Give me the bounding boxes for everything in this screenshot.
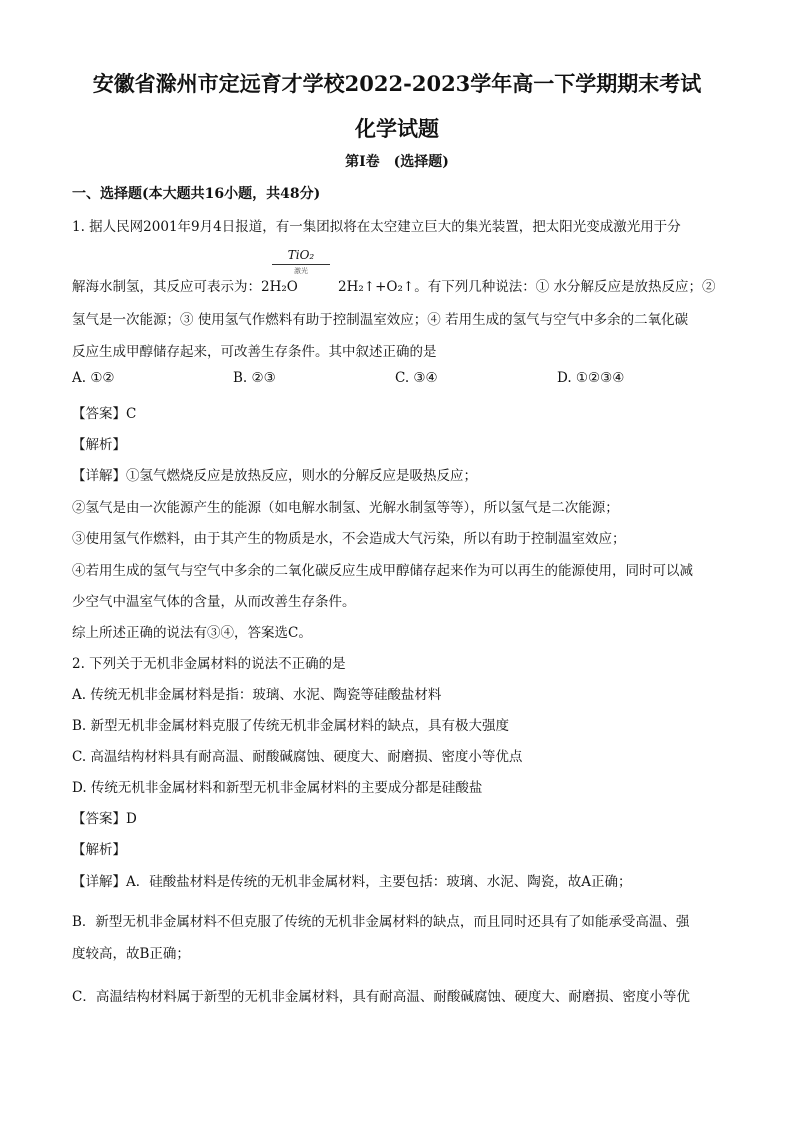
q2-detail-1: 【详解】A．硅酸盐材料是传统的无机非金属材料，主要包括：玻璃、水泥、陶瓷，故A正确； (72, 874, 632, 890)
q1-option-b: B. ②③ (233, 370, 276, 386)
q1-detail-3: ③使用氢气作燃料，由于其产生的物质是水，不会造成大气污染，所以有助于控制温室效应； (72, 531, 626, 547)
q2-analysis-label: 【解析】 (72, 842, 126, 858)
q1-option-a: A. ①② (72, 370, 115, 386)
q1-detail-5: 少空气中温室气体的含量，从而改善生存条件。 (72, 594, 356, 610)
q1-option-c: C. ③④ (395, 370, 438, 386)
q2-stem: 2. 下列关于无机非金属材料的说法不正确的是 (72, 656, 346, 672)
q1-option-d: D. ①②③④ (557, 370, 625, 386)
q2-detail-4: C．高温结构材料属于新型的无机非金属材料，具有耐高温、耐酸碱腐蚀、硬度大、耐磨损、密度小等优 (72, 989, 690, 1005)
q1-stem-line1: 1. 据人民网2001年9月4日报道，有一集团拟将在太空建立巨大的集光装置，把太阳光变成激光用于分 (72, 219, 681, 235)
volume-label: 第Ⅰ卷 (选择题) (345, 154, 449, 170)
q2-detail-3: 度较高，故B正确； (72, 946, 190, 962)
q1-analysis-label: 【解析】 (72, 437, 126, 453)
q1-stem-line2b: 2H₂↑+O₂↑。有下列几种说法：① 水分解反应是放热反应；② (338, 279, 716, 295)
reaction-arrow (272, 264, 330, 265)
catalyst-label: TiO₂ (287, 248, 315, 262)
reaction-condition (272, 248, 330, 276)
condition-label: 激光 (294, 267, 308, 275)
q1-stem-line2a: 解海水制氢，其反应可表示为：2H₂O (72, 279, 298, 295)
q1-detail-2: ②氢气是由一次能源产生的能源（如电解水制氢、光解水制氢等等），所以氢气是二次能源； (72, 500, 619, 516)
q2-option-d: D. 传统无机非金属材料和新型无机非金属材料的主要成分都是硅酸盐 (72, 780, 483, 796)
q2-option-c: C. 高温结构材料具有耐高温、耐酸碱腐蚀、硬度大、耐磨损、密度小等优点 (72, 749, 523, 765)
q2-option-b: B. 新型无机非金属材料克服了传统无机非金属材料的缺点，具有极大强度 (72, 718, 510, 734)
page-subtitle: 化学试题 (355, 116, 439, 141)
page-title: 安徽省滁州市定远育才学校2022-2023学年高一下学期期末考试 (92, 71, 702, 96)
q1-stem-line3: 氢气是一次能源；③ 使用氢气作燃料有助于控制温室效应；④ 若用生成的氢气与空气中多余的二氧化碳 (72, 312, 689, 328)
q2-answer: 【答案】D (72, 811, 137, 827)
q1-stem-line4: 反应生成甲醇储存起来，可改善生存条件。其中叙述正确的是 (72, 344, 437, 360)
q1-answer: 【答案】C (72, 406, 137, 422)
section-heading: 一、选择题(本大题共16小题，共48分) (72, 186, 321, 202)
q2-detail-2: B．新型无机非金属材料不但克服了传统的无机非金属材料的缺点，而且同时还具有了如能承受高温、强 (72, 914, 690, 930)
q1-detail-4: ④若用生成的氢气与空气中多余的二氧化碳反应生成甲醇储存起来作为可以再生的能源使用，同时可以减 (72, 563, 693, 579)
q1-detail-6: 综上所述正确的说法有③④，答案选C。 (72, 625, 312, 641)
q1-detail-1: 【详解】①氢气燃烧反应是放热反应，则水的分解反应是吸热反应； (72, 468, 477, 484)
q2-option-a: A. 传统无机非金属材料是指：玻璃、水泥、陶瓷等硅酸盐材料 (72, 687, 442, 703)
